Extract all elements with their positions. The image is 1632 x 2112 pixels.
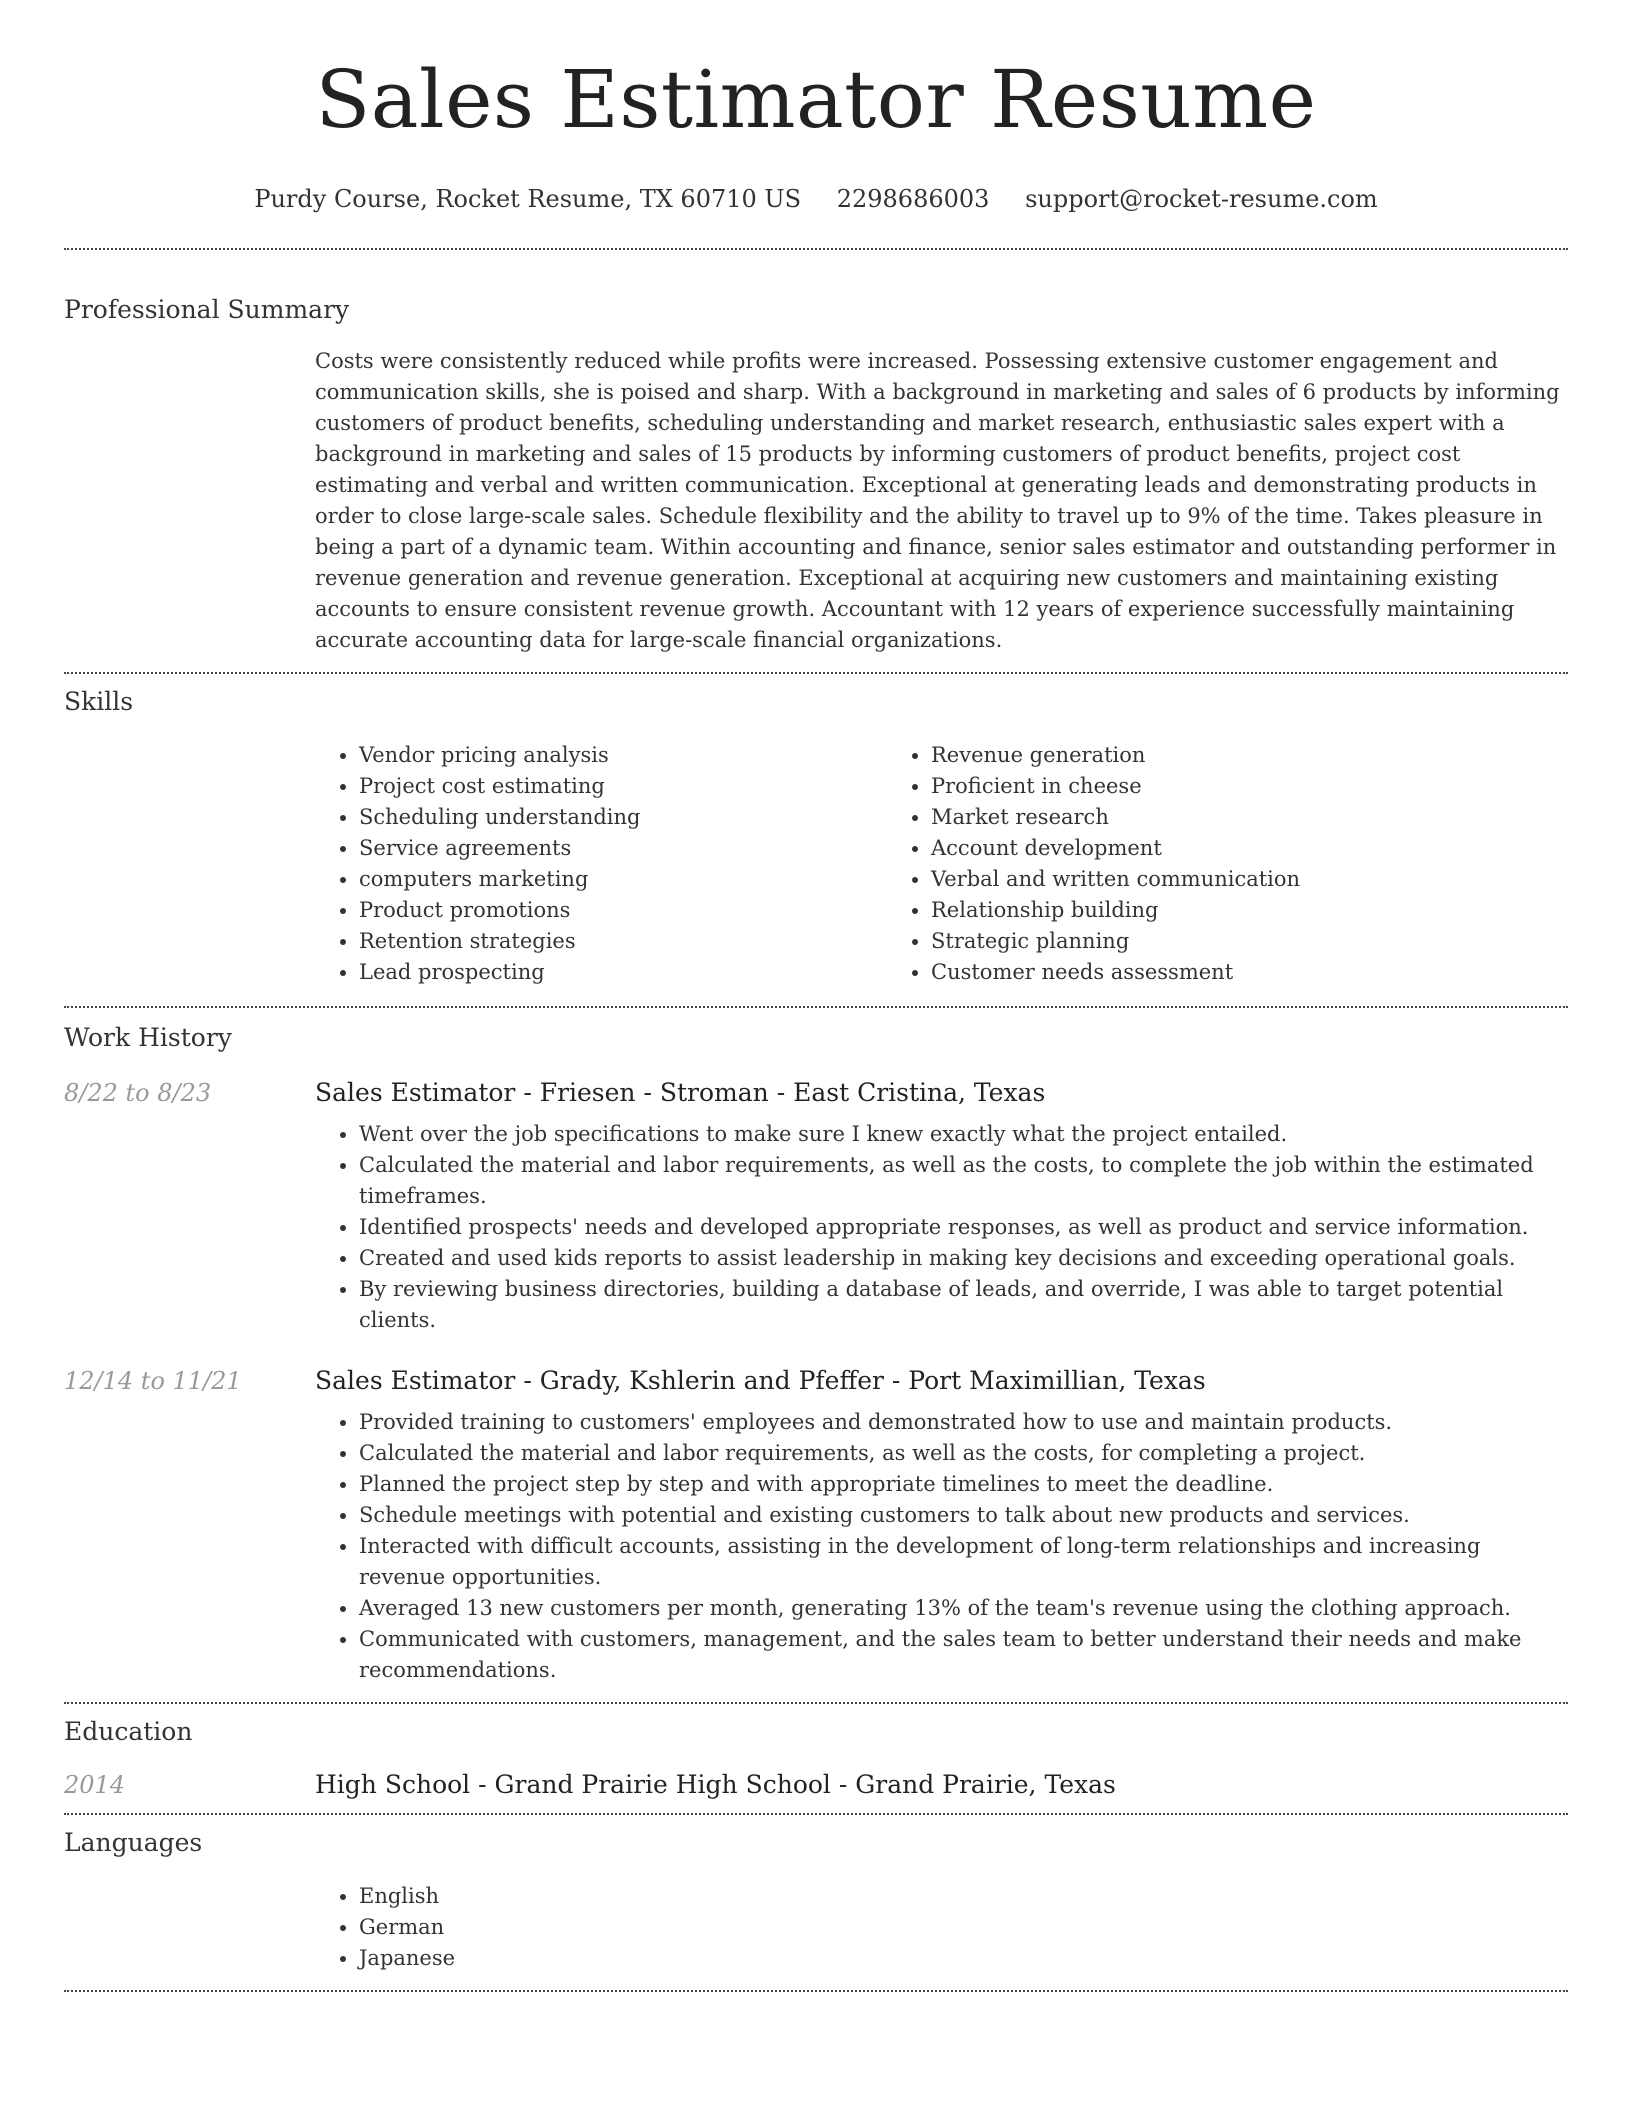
summary-section (64, 250, 1568, 656)
job-entry (64, 1078, 1568, 1336)
job-bullet: • Provided training to customers' employees and demonstrated how to use and maintain products. (359, 1407, 1568, 1438)
job-dates: 8/22 to 8/23 (64, 1079, 212, 1107)
work-section (64, 1008, 1568, 1686)
job-entry (64, 1366, 1568, 1686)
skill-item: • Revenue generation (931, 740, 1487, 771)
summary-text: Costs were consistently reduced while profits were increased. Possessing extensive customer engagement and communication skills, she is poised and sharp. With a background in marketing and sales of 6 products by informing customers of product benefits, scheduling understanding and market research, enthusiastic sales expert with a background in marketing and sales of 15 products by informing customers of product benefits, project cost estimating and verbal and written communication. Exceptional at generating leads and demonstrating products in order to close large-scale sales. Schedule flexibility and the ability to travel up to 9% of the time. Takes pleasure in being a part of a dynamic team. Within accounting and finance, senior sales estimator and outstanding performer in revenue generation and revenue generation. Exceptional at acquiring new customers and maintaining existing accounts to ensure consistent revenue growth. Accountant with 12 years of experience successfully maintaining accurate accounting data for large-scale financial organizations. (315, 349, 1560, 652)
language-item: • English (359, 1881, 1568, 1912)
job-title: Sales Estimator - Friesen - Stroman - East Cristina, Texas (315, 1078, 1046, 1107)
section-title-skills: Skills (64, 687, 134, 716)
skill-item: • Account development (931, 833, 1487, 864)
contact-line (64, 184, 1568, 214)
skill-item: • Customer needs assessment (931, 957, 1487, 988)
skill-item: • Vendor pricing analysis (359, 740, 887, 771)
skill-item: • Relationship building (931, 895, 1487, 926)
contact-phone: 2298686003 (836, 185, 990, 213)
contact-email: support@rocket-resume.com (1025, 185, 1378, 213)
job-bullet: • Averaged 13 new customers per month, generating 13% of the team's revenue using the clothing approach. (359, 1593, 1568, 1624)
language-item: • Japanese (359, 1943, 1568, 1974)
job-bullet: • Calculated the material and labor requirements, as well as the costs, to complete the job within the estimated timeframes. (359, 1150, 1568, 1212)
skills-list-right (887, 740, 1487, 988)
summary-body (315, 346, 1568, 656)
section-title-education: Education (64, 1717, 193, 1746)
skills-list-left (315, 740, 887, 988)
education-year: 2014 (64, 1771, 126, 1799)
job-header (64, 1366, 1568, 1395)
skill-item: • Retention strategies (359, 926, 887, 957)
section-title-work: Work History (64, 1023, 232, 1052)
skill-item: • Scheduling understanding (359, 802, 887, 833)
job-bullet: • Went over the job specifications to make sure I knew exactly what the project entailed. (359, 1119, 1568, 1150)
job-bullet: • Calculated the material and labor requirements, as well as the costs, for completing a project. (359, 1438, 1568, 1469)
job-details (315, 1407, 1568, 1686)
skill-item: • Market research (931, 802, 1487, 833)
job-bullets (315, 1407, 1568, 1686)
languages-body (315, 1881, 1568, 1974)
languages-section (64, 1815, 1568, 1974)
education-entry (64, 1770, 1568, 1799)
languages-list (315, 1881, 1568, 1974)
divider (64, 1990, 1568, 1992)
job-bullet: • Identified prospects' needs and developed appropriate responses, as well as product and service information. (359, 1212, 1568, 1243)
skill-item: • Verbal and written communication (931, 864, 1487, 895)
job-details (315, 1119, 1568, 1336)
job-dates: 12/14 to 11/21 (64, 1367, 242, 1395)
section-title-summary: Professional Summary (64, 295, 350, 324)
job-bullet: • Interacted with difficult accounts, assisting in the development of long-term relationships and increasing revenue opportunities. (359, 1531, 1568, 1593)
job-title: Sales Estimator - Grady, Kshlerin and Pfeffer - Port Maximillian, Texas (315, 1366, 1206, 1395)
skills-grid (315, 740, 1568, 988)
job-bullet: • Schedule meetings with potential and existing customers to talk about new products and services. (359, 1500, 1568, 1531)
language-item: • German (359, 1912, 1568, 1943)
skill-item: • Service agreements (359, 833, 887, 864)
skill-item: • computers marketing (359, 864, 887, 895)
job-bullet: • Planned the project step by step and with appropriate timelines to meet the deadline. (359, 1469, 1568, 1500)
skill-item: • Lead prospecting (359, 957, 887, 988)
job-bullet: • By reviewing business directories, building a database of leads, and override, I was able to target potential clients. (359, 1274, 1568, 1336)
skill-item: • Strategic planning (931, 926, 1487, 957)
skill-item: • Product promotions (359, 895, 887, 926)
job-header (64, 1078, 1568, 1107)
job-bullets (315, 1119, 1568, 1336)
skill-item: • Project cost estimating (359, 771, 887, 802)
resume-title: Sales Estimator Resume (315, 53, 1317, 146)
education-section (64, 1704, 1568, 1799)
section-title-languages: Languages (64, 1828, 203, 1857)
resume-header (64, 0, 1568, 214)
job-bullet: • Communicated with customers, management, and the sales team to better understand their needs and make recommendations. (359, 1624, 1568, 1686)
skill-item: • Proficient in cheese (931, 771, 1487, 802)
education-title: High School - Grand Prairie High School - Grand Prairie, Texas (315, 1770, 1116, 1799)
skills-section (64, 674, 1568, 988)
contact-address: Purdy Course, Rocket Resume, TX 60710 US (254, 185, 802, 213)
job-bullet: • Created and used kids reports to assist leadership in making key decisions and exceeding operational goals. (359, 1243, 1568, 1274)
